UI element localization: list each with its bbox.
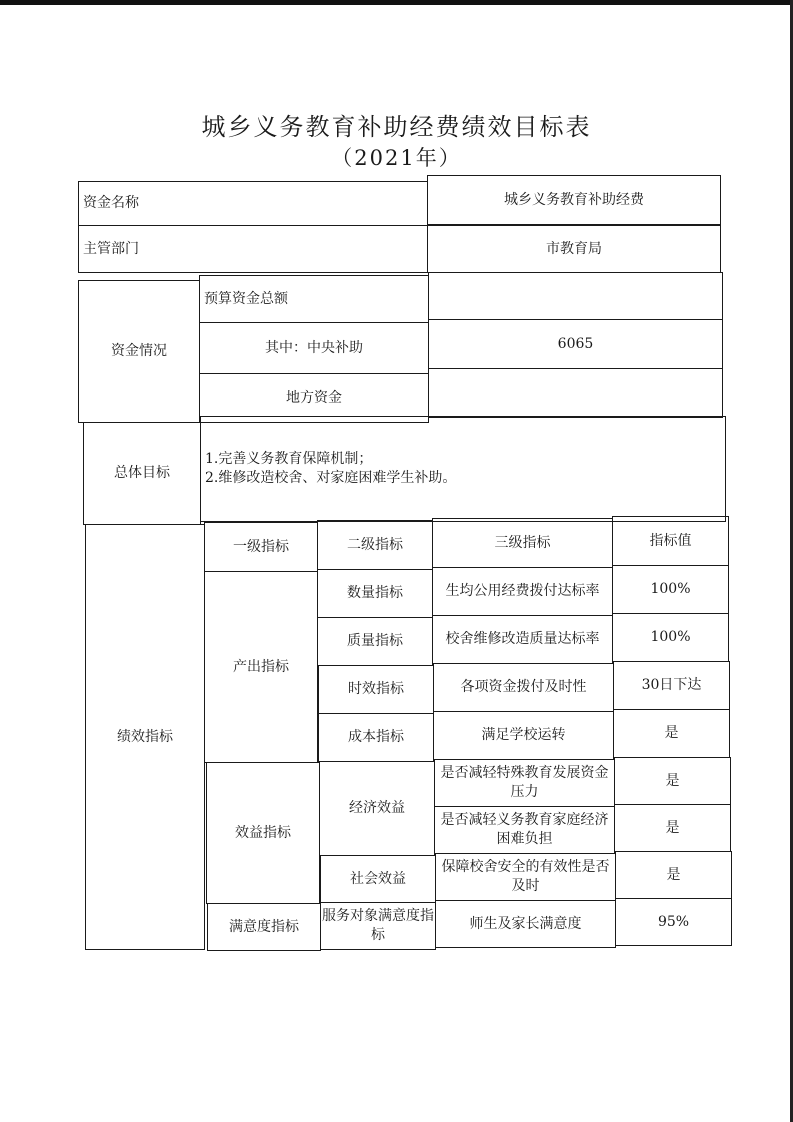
central-subsidy-value: 6065 [428, 319, 723, 369]
local-funds-label: 地方资金 [199, 373, 429, 423]
header-level3: 三级指标 [432, 518, 613, 568]
central-subsidy-label: 其中：中央补助 [199, 322, 429, 374]
department-value: 市教育局 [427, 225, 721, 273]
level1-satisfaction: 满意度指标 [207, 903, 321, 951]
level2-quantity: 数量指标 [317, 569, 433, 618]
header-level2: 二级指标 [317, 520, 433, 570]
indicator-value: 95% [615, 898, 732, 946]
indicator-value: 100% [612, 613, 729, 662]
level3-item: 各项资金拨付及时性 [433, 663, 614, 712]
level3-item: 满足学校运转 [433, 711, 614, 760]
budget-total-value [428, 272, 723, 320]
header-level1: 一级指标 [204, 522, 318, 572]
overall-goal-line-2: 2.维修改造校舍、对家庭困难学生补助。 [205, 469, 457, 486]
level2-timeliness: 时效指标 [318, 665, 434, 714]
department-label: 主管部门 [78, 225, 428, 273]
local-funds-value [428, 368, 723, 418]
performance-label: 绩效指标 [85, 524, 205, 950]
level1-output: 产出指标 [204, 571, 318, 763]
indicator-value: 是 [614, 804, 731, 852]
funds-label: 资金情况 [78, 280, 200, 423]
level2-service-satisfaction: 服务对象满意度指标 [320, 902, 436, 950]
level3-item: 是否减轻义务教育家庭经济困难负担 [434, 806, 615, 854]
level3-item: 是否减轻特殊教育发展资金压力 [434, 759, 615, 807]
level3-item: 保障校舍安全的有效性是否及时 [435, 853, 616, 901]
indicator-value: 30日下达 [613, 661, 730, 710]
fund-name-value: 城乡义务教育补助经费 [427, 175, 721, 225]
overall-goal-label: 总体目标 [83, 422, 201, 525]
document-title: 城乡义务教育补助经费绩效目标表 [201, 113, 592, 141]
budget-total-label: 预算资金总额 [199, 275, 429, 323]
level1-benefit: 效益指标 [206, 762, 320, 904]
level2-social-benefit: 社会效益 [320, 855, 436, 903]
overall-goal-line-1: 1.完善义务教育保障机制； [205, 451, 373, 467]
indicator-value: 是 [613, 709, 730, 758]
level2-quality: 质量指标 [317, 617, 433, 666]
level3-item: 生均公用经费拨付达标率 [432, 567, 613, 616]
level2-cost: 成本指标 [318, 713, 434, 762]
document-year: （2021年） [331, 146, 462, 170]
level2-economic-benefit: 经济效益 [319, 761, 435, 856]
indicator-value: 是 [615, 851, 732, 899]
fund-name-label: 资金名称 [78, 181, 428, 226]
level3-item: 师生及家长满意度 [435, 900, 616, 948]
indicator-value: 是 [614, 757, 731, 805]
overall-goal-text [200, 416, 726, 522]
header-indicator-value: 指标值 [612, 516, 729, 566]
level3-item: 校舍维修改造质量达标率 [432, 615, 613, 664]
indicator-value: 100% [612, 565, 729, 614]
scan-edge-top [0, 0, 793, 5]
